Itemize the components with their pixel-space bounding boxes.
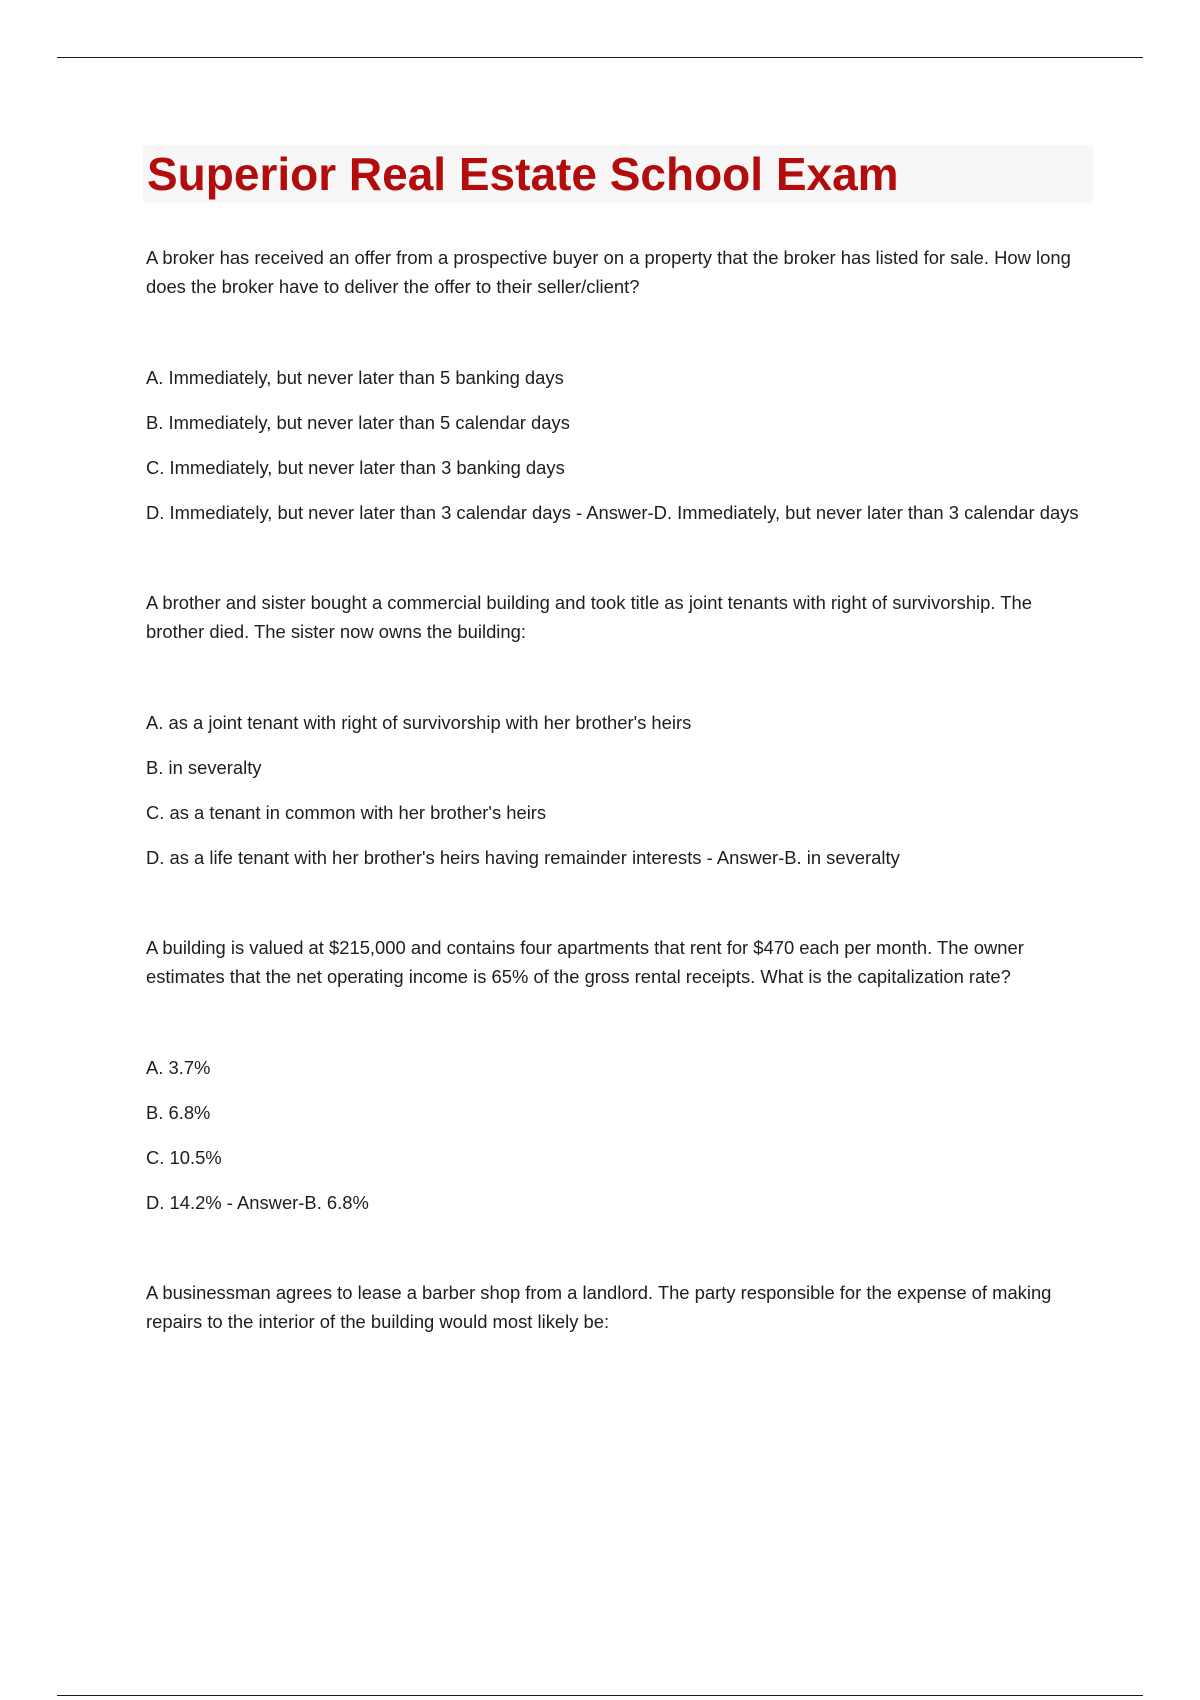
option-c: C. Immediately, but never later than 3 banking days [146, 457, 565, 478]
option-d-with-answer: D. as a life tenant with her brother's heirs having remainder interests - Answer-B. in severalty [146, 847, 900, 868]
question-2 [146, 588, 1091, 872]
question-text: A brother and sister bought a commercial building and took title as joint tenants with right of survivorship. The brother died. The sister now owns the building: [146, 592, 1032, 642]
answer-options [146, 708, 1091, 872]
option-c: C. 10.5% [146, 1147, 222, 1168]
footer-rule [57, 1695, 1143, 1696]
question-1 [146, 243, 1091, 527]
answer-options [146, 1053, 1091, 1217]
option-a: A. as a joint tenant with right of survivorship with her brother's heirs [146, 712, 692, 733]
option-b: B. in severalty [146, 757, 262, 778]
question-text: A building is valued at $215,000 and contains four apartments that rent for $470 each per month. The owner estimates that the net operating income is 65% of the gross rental receipts. What is the capitalization rate? [146, 937, 1024, 987]
option-c: C. as a tenant in common with her brother's heirs [146, 802, 547, 823]
answer-options [146, 363, 1091, 527]
option-b: B. Immediately, but never later than 5 calendar days [146, 412, 570, 433]
document-title: Superior Real Estate School Exam [147, 148, 899, 200]
header-rule [57, 57, 1143, 58]
option-b: B. 6.8% [146, 1102, 211, 1123]
option-a: A. Immediately, but never later than 5 banking days [146, 367, 564, 388]
question-list [146, 243, 1091, 1336]
option-d-with-answer: D. 14.2% - Answer-B. 6.8% [146, 1192, 369, 1213]
option-a: A. 3.7% [146, 1057, 211, 1078]
question-3 [146, 933, 1091, 1217]
question-text: A broker has received an offer from a prospective buyer on a property that the broker has listed for sale. How long does the broker have to deliver the offer to their seller/client? [146, 247, 1071, 297]
question-4 [146, 1278, 1091, 1336]
question-text: A businessman agrees to lease a barber shop from a landlord. The party responsible for the expense of making repairs to the interior of the building would most likely be: [146, 1282, 1052, 1332]
option-d-with-answer: D. Immediately, but never later than 3 calendar days - Answer-D. Immediately, but never later than 3 calendar days [146, 502, 1079, 523]
